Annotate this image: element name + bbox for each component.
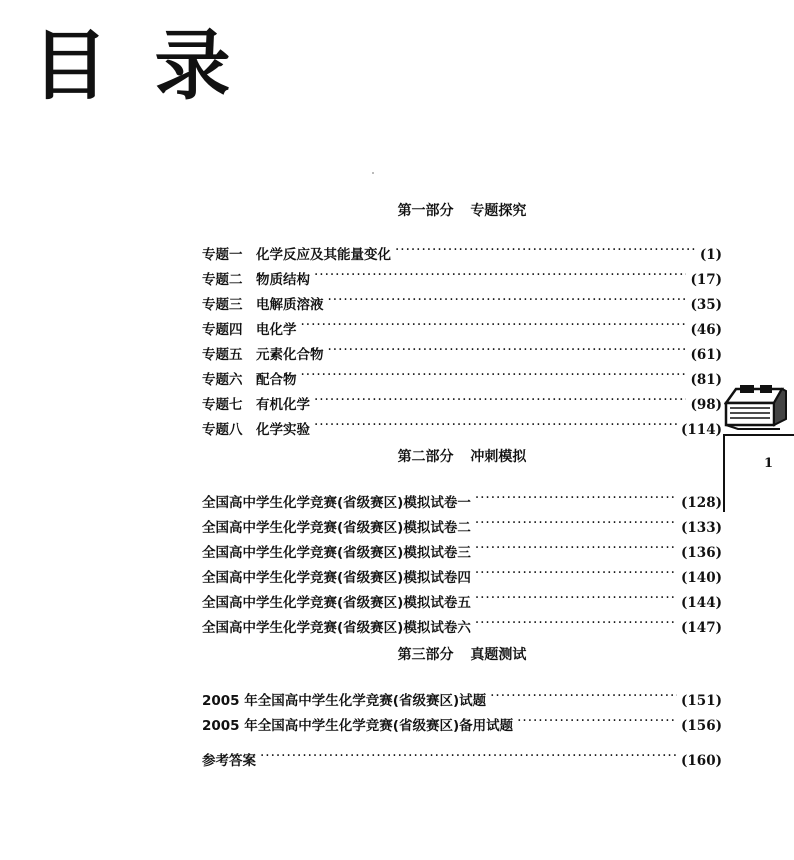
dot-leader — [328, 334, 687, 359]
toc-entry-page: (46) — [690, 322, 722, 338]
toc-entry-page: (98) — [690, 397, 722, 413]
toc-entry-page: (114) — [681, 422, 722, 438]
toc-entry[interactable] — [202, 234, 722, 263]
part-2-heading: 第二部分 冲刺模拟 — [397, 449, 527, 465]
toc-entry-label: 专题七 有机化学 — [202, 397, 310, 413]
toc-entry-label: 参考答案 — [202, 753, 256, 769]
toc-entry-label: 专题六 配合物 — [202, 372, 297, 388]
toc-entry[interactable] — [202, 680, 722, 709]
toc-entry-label: 专题二 物质结构 — [202, 272, 310, 288]
toc-entry-page: (144) — [681, 595, 722, 611]
dot-leader — [475, 557, 677, 582]
book-stack-icon — [724, 383, 788, 431]
dot-leader — [260, 740, 677, 765]
dot-leader — [301, 309, 687, 334]
toc-entry-page: (17) — [690, 272, 722, 288]
table-of-contents — [202, 198, 722, 769]
dot-leader — [314, 384, 686, 409]
dot-leader — [328, 284, 687, 309]
toc-entry-page: (140) — [681, 570, 722, 586]
toc-entry-label: 专题三 电解质溶液 — [202, 297, 324, 313]
dot-leader — [517, 705, 677, 730]
page-number: 1 — [764, 456, 774, 471]
toc-entry-page: (151) — [681, 693, 722, 709]
dot-leader — [475, 532, 677, 557]
toc-entry-label: 2005 年全国高中学生化学竞赛(省级赛区)备用试题 — [202, 718, 514, 734]
toc-entry-label: 全国高中学生化学竞赛(省级赛区)模拟试卷二 — [202, 520, 471, 536]
toc-entry-label: 专题一 化学反应及其能量变化 — [202, 247, 391, 263]
part-3-heading: 第三部分 真题测试 — [397, 647, 527, 663]
toc-entry-label: 全国高中学生化学竞赛(省级赛区)模拟试卷三 — [202, 545, 471, 561]
dot-leader — [314, 409, 677, 434]
toc-entry-page: (133) — [681, 520, 722, 536]
dot-leader — [395, 234, 696, 259]
dot-leader — [475, 482, 677, 507]
toc-entry[interactable] — [202, 482, 722, 511]
toc-entry-label: 专题四 电化学 — [202, 322, 297, 338]
dot-leader — [314, 259, 686, 284]
toc-entry-page: (128) — [681, 495, 722, 511]
toc-entry-page: (136) — [681, 545, 722, 561]
toc-entry-label: 全国高中学生化学竞赛(省级赛区)模拟试卷四 — [202, 570, 471, 586]
toc-entry-answers[interactable] — [202, 740, 722, 769]
toc-entry-label: 专题八 化学实验 — [202, 422, 310, 438]
dot-leader — [490, 680, 677, 705]
toc-entry-page: (35) — [690, 297, 722, 313]
page-title: 目 录 — [32, 21, 241, 110]
side-rule-horizontal — [723, 434, 794, 436]
dot-leader — [475, 507, 677, 532]
toc-entry-page: (1) — [699, 247, 722, 263]
toc-entry-label: 全国高中学生化学竞赛(省级赛区)模拟试卷六 — [202, 620, 471, 636]
toc-entry-page: (147) — [681, 620, 722, 636]
part-1-heading: 第一部分 专题探究 — [397, 203, 527, 219]
scan-speck — [372, 172, 374, 174]
toc-entry-label: 全国高中学生化学竞赛(省级赛区)模拟试卷五 — [202, 595, 471, 611]
toc-entry-page: (61) — [690, 347, 722, 363]
dot-leader — [475, 582, 677, 607]
dot-leader — [475, 607, 677, 632]
toc-entry-page: (81) — [690, 372, 722, 388]
toc-entry-label: 全国高中学生化学竞赛(省级赛区)模拟试卷一 — [202, 495, 471, 511]
toc-entry-page: (160) — [681, 753, 722, 769]
toc-entry-label: 2005 年全国高中学生化学竞赛(省级赛区)试题 — [202, 693, 487, 709]
toc-entry-label: 专题五 元素化合物 — [202, 347, 324, 363]
side-rule-vertical — [723, 434, 725, 512]
toc-entry-page: (156) — [681, 718, 722, 734]
dot-leader — [301, 359, 687, 384]
